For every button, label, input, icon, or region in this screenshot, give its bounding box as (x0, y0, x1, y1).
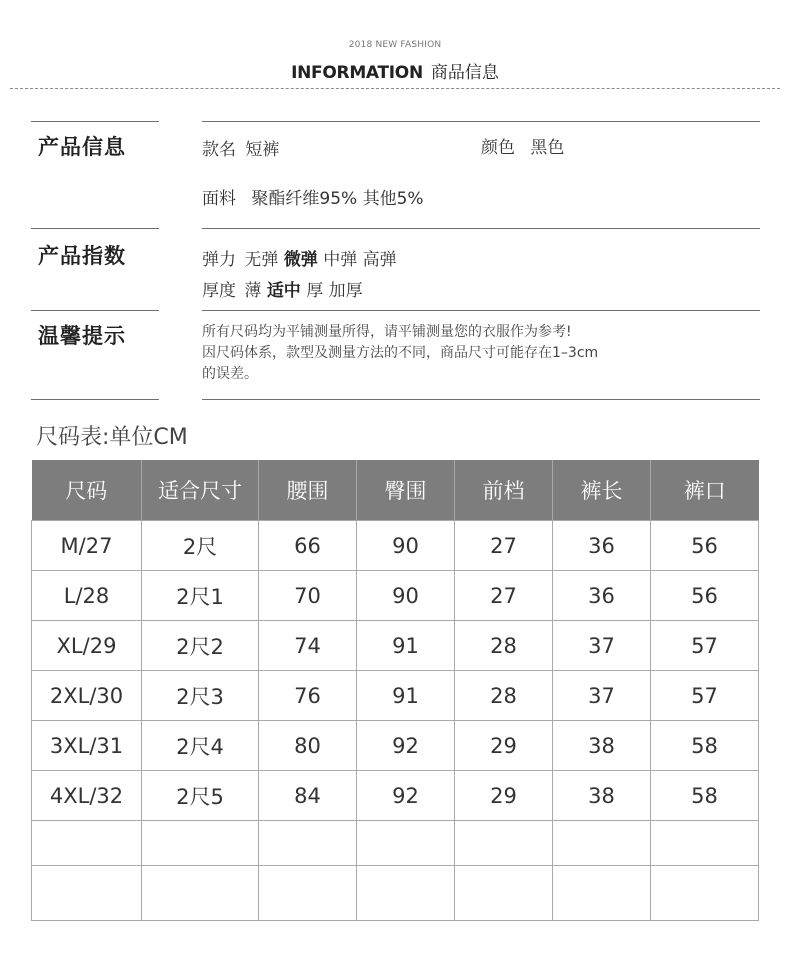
table-row (32, 771, 759, 821)
product-name-label: 款名 (202, 140, 236, 160)
table-cell: 38 (553, 771, 651, 821)
column-header: 臀围 (357, 460, 455, 521)
elasticity-option: 中弹 (323, 250, 358, 270)
column-header: 裤长 (553, 460, 651, 521)
table-cell-empty (455, 821, 553, 866)
elasticity-label: 弹力 (202, 250, 236, 270)
table-row-empty (32, 821, 759, 866)
table-cell: 91 (357, 621, 455, 671)
table-cell: 27 (455, 521, 553, 571)
thickness-option: 加厚 (328, 281, 363, 301)
section-divider (31, 399, 159, 400)
product-fabric-value: 聚酯纤维95% 其他5% (251, 189, 424, 209)
product-name (202, 135, 279, 160)
product-color-value: 黑色 (530, 138, 565, 158)
table-cell: 3XL/31 (32, 721, 142, 771)
header-subtitle: 2018 NEW FASHION (348, 40, 442, 50)
table-cell: 36 (553, 571, 651, 621)
table-cell: XL/29 (32, 621, 142, 671)
table-cell: 90 (357, 521, 455, 571)
table-cell: L/28 (32, 571, 142, 621)
product-color (481, 133, 564, 158)
table-cell-empty (357, 866, 455, 921)
elasticity-option-selected: 微弹 (283, 250, 318, 270)
table-cell: 29 (455, 721, 553, 771)
section-divider (202, 310, 760, 311)
section-title-product-info: 产品信息 (38, 135, 126, 159)
elasticity-option: 无弹 (244, 250, 279, 270)
section-title-product-index: 产品指数 (38, 244, 126, 268)
table-cell-empty (651, 821, 759, 866)
table-cell: 91 (357, 671, 455, 721)
table-cell: 37 (553, 671, 651, 721)
table-cell-empty (142, 821, 259, 866)
header-divider (10, 88, 780, 89)
thickness-row (202, 276, 363, 301)
table-cell: 80 (259, 721, 357, 771)
tips-text (202, 322, 752, 385)
table-cell: 28 (455, 671, 553, 721)
table-cell: 2尺4 (142, 721, 259, 771)
table-cell: 56 (651, 521, 759, 571)
table-cell: 36 (553, 521, 651, 571)
column-header: 尺码 (32, 460, 142, 521)
column-header: 适合尺寸 (142, 460, 259, 521)
table-cell-empty (651, 866, 759, 921)
section-divider (202, 228, 760, 229)
table-cell-empty (259, 821, 357, 866)
table-cell: 58 (651, 721, 759, 771)
tips-line: 所有尺码均为平铺测量所得，请平铺测量您的衣服作为参考! (202, 324, 572, 340)
tips-line: 的误差。 (202, 366, 258, 382)
size-chart-caption: 尺码表:单位CM (36, 425, 188, 450)
table-cell: 66 (259, 521, 357, 571)
table-cell-empty (553, 866, 651, 921)
table-cell: 2尺 (142, 521, 259, 571)
thickness-option: 薄 (244, 281, 262, 301)
table-cell: 57 (651, 621, 759, 671)
column-header: 前档 (455, 460, 553, 521)
table-cell: 2尺5 (142, 771, 259, 821)
tips-line: 因尺码体系，款型及测量方法的不同，商品尺寸可能存在1–3cm (202, 345, 599, 361)
table-cell: 27 (455, 571, 553, 621)
size-table-header (32, 460, 759, 521)
section-divider (31, 228, 159, 229)
table-cell: 70 (259, 571, 357, 621)
table-row (32, 621, 759, 671)
page-title (0, 58, 790, 83)
table-row-empty (32, 866, 759, 921)
table-cell-empty (455, 866, 553, 921)
table-cell-empty (553, 821, 651, 866)
thickness-option: 厚 (306, 281, 324, 301)
table-cell: 90 (357, 571, 455, 621)
table-cell: 2尺1 (142, 571, 259, 621)
product-fabric (202, 184, 424, 209)
product-fabric-label: 面料 (202, 189, 236, 209)
table-cell: 76 (259, 671, 357, 721)
table-cell: 57 (651, 671, 759, 721)
table-cell: 28 (455, 621, 553, 671)
elasticity-row (202, 245, 397, 270)
table-cell-empty (142, 866, 259, 921)
table-row (32, 571, 759, 621)
table-row (32, 721, 759, 771)
table-cell: 92 (357, 771, 455, 821)
table-cell: 4XL/32 (32, 771, 142, 821)
table-cell: M/27 (32, 521, 142, 571)
table-cell: 37 (553, 621, 651, 671)
table-row (32, 521, 759, 571)
thickness-option-selected: 适中 (266, 281, 301, 301)
table-cell: 58 (651, 771, 759, 821)
section-divider (202, 121, 760, 122)
table-cell-empty (32, 866, 142, 921)
table-cell-empty (357, 821, 455, 866)
section-divider (202, 399, 760, 400)
size-table (31, 460, 759, 921)
table-cell: 92 (357, 721, 455, 771)
column-header: 裤口 (651, 460, 759, 521)
table-cell: 38 (553, 721, 651, 771)
page-title-en: INFORMATION (291, 63, 423, 83)
product-color-label: 颜色 (481, 138, 515, 158)
product-name-value: 短裤 (245, 140, 280, 160)
column-header: 腰围 (259, 460, 357, 521)
section-divider (31, 310, 159, 311)
table-cell: 29 (455, 771, 553, 821)
page-title-zh: 商品信息 (430, 63, 499, 83)
table-cell-empty (32, 821, 142, 866)
section-divider (31, 121, 159, 122)
thickness-label: 厚度 (202, 281, 236, 301)
table-cell: 84 (259, 771, 357, 821)
table-cell: 74 (259, 621, 357, 671)
section-title-tips: 温馨提示 (38, 324, 126, 348)
table-cell: 2XL/30 (32, 671, 142, 721)
table-cell-empty (259, 866, 357, 921)
table-cell: 2尺3 (142, 671, 259, 721)
table-cell: 56 (651, 571, 759, 621)
table-row (32, 671, 759, 721)
elasticity-option: 高弹 (362, 250, 397, 270)
table-cell: 2尺2 (142, 621, 259, 671)
